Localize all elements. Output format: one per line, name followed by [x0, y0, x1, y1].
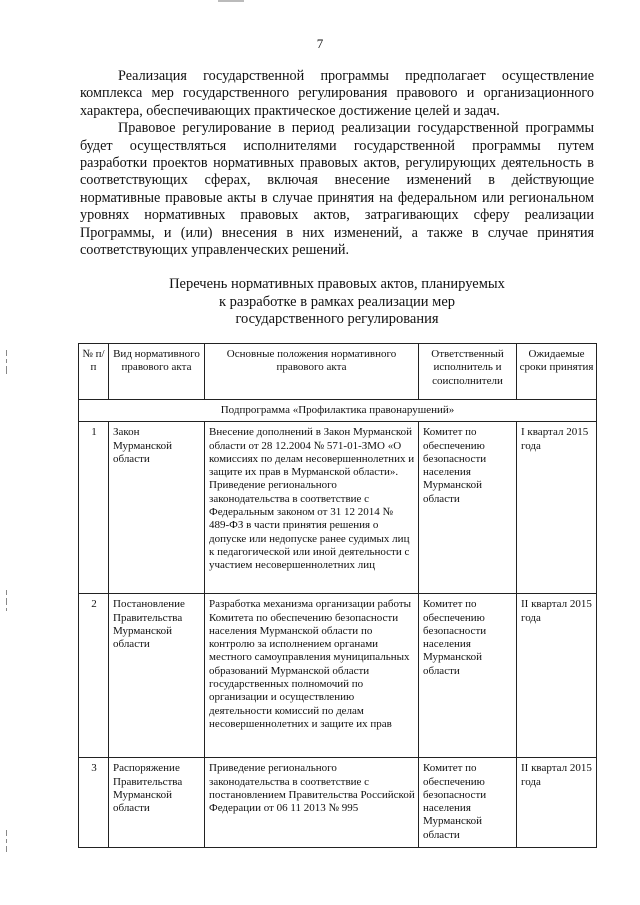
scan-margin-marks [6, 590, 8, 614]
section-title-line: к разработке в рамках реализации мер [218, 293, 456, 310]
scan-margin-marks [6, 350, 8, 377]
section-title [80, 276, 594, 329]
row-provisions: Внесение дополнений в Закон Мурманской области от 28 12.2004 № 571-01-ЗМО «О комиссиях по делам несовершеннолетних и защите их прав в Мурманской области». Приведение регионального законодательства в соответствие с Федеральным законом от 31 12 2014 № 489-ФЗ в части принятия решения о допуске или недопуске ранее судимых лиц к педагогической или иной деятельности с участием несовершеннолетних лиц [205, 422, 419, 594]
page-number: 7 [316, 36, 324, 51]
normative-acts-table [78, 343, 597, 848]
row-provisions: Разработка механизма организации работы Комитета по обеспечению безопасности населения Мурманской области по контролю за исполнением органами местного самоуправления муниципальных образований Мурманской области государственных полномочий по организации и осуществлению деятельности комиссий по делам несовершеннолетних и защите их прав [205, 594, 419, 758]
intro-text [80, 68, 594, 259]
header-provisions: Основные положения нормативного правового акта [205, 344, 419, 400]
row-executor: Комитет по обеспечению безопасности населения Мурманской области [419, 758, 517, 848]
table-row [79, 594, 597, 758]
row-act-type: Постановление Правительства Мурманской области [109, 594, 205, 758]
section-title-line: государственного регулирования [235, 311, 439, 327]
table-row [79, 758, 597, 848]
header-num: № п/п [79, 344, 109, 400]
row-act-type: Закон Мурманской области [109, 422, 205, 594]
header-deadline: Ожидаемые сроки принятия [517, 344, 597, 400]
header-act-type: Вид нормативного правового акта [109, 344, 205, 400]
paragraph-2: Правовое регулирование в период реализации государственной программы будет осуществляться исполнителями государственной программы путем разработки проектов нормативных правовых актов, регулирующих деятельность в соответствующих сферах, включая внесение изменений в действующие нормативные правовые акты в случае принятия на федеральном или региональном уровнях нормативных правовых актов, затрагивающих сферу реализации Программы, и (или) внесения в них изменений, а также в случае принятия соответствующих управленческих решений. [80, 120, 594, 259]
row-num: 2 [79, 594, 109, 758]
row-executor: Комитет по обеспечению безопасности населения Мурманской области [419, 422, 517, 594]
row-num: 1 [79, 422, 109, 594]
paragraph-1: Реализация государственной программы предполагает осуществление комплекса мер государственного регулирования правового и организационного характера, обеспечивающих практическое достижение целей и задач. [80, 68, 594, 119]
row-deadline: II квартал 2015 года [517, 758, 597, 848]
row-deadline: I квартал 2015 года [517, 422, 597, 594]
row-deadline: II квартал 2015 года [517, 594, 597, 758]
scan-artifact [218, 0, 244, 2]
row-act-type: Распоряжение Правительства Мурманской области [109, 758, 205, 848]
subprogram-row [79, 400, 597, 422]
subprogram-title: Подпрограмма «Профилактика правонарушений» [79, 400, 597, 422]
section-title-line: Перечень нормативных правовых актов, планируемых [169, 276, 505, 292]
header-executor: Ответственный исполнитель и соисполнители [419, 344, 517, 400]
scan-margin-marks [6, 830, 8, 855]
table-row [79, 422, 597, 594]
row-num: 3 [79, 758, 109, 848]
row-executor: Комитет по обеспечению безопасности населения Мурманской области [419, 594, 517, 758]
table-header-row [79, 344, 597, 400]
row-provisions: Приведение регионального законодательства в соответствие с постановлением Правительства Российской Федерации от 06 11 2013 № 995 [205, 758, 419, 848]
